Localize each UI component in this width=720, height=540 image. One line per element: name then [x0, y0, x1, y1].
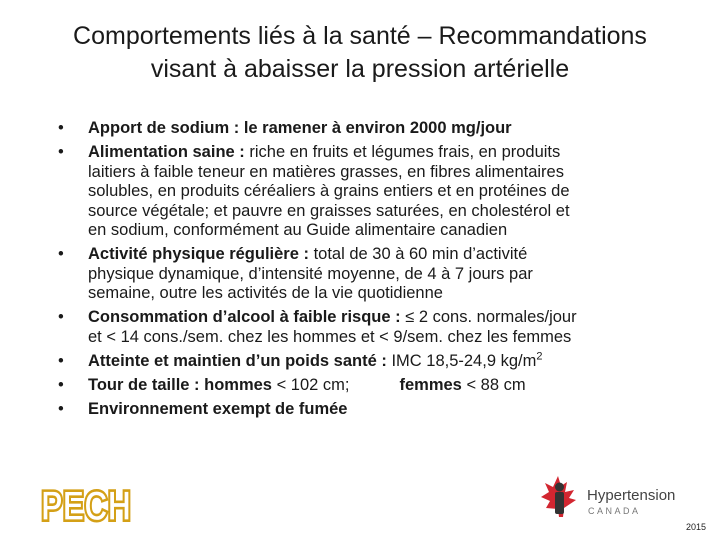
slide-title [30, 20, 690, 86]
hypertension-wordmark: Hypertension [587, 487, 676, 504]
canada-wordmark: CANADA [588, 506, 641, 516]
item-continuation: solubles, en produits céréaliers à grains entiers et en protéines de [88, 182, 570, 200]
list-item-smoke-free [58, 400, 698, 420]
pech-logo-text: PECH [41, 482, 131, 526]
item-bold-label: Tour de taille : hommes [88, 375, 272, 394]
maple-leaf-icon [541, 476, 576, 517]
item-continuation: et < 14 cons./sem. chez les hommes et < 9/sem. chez les femmes [88, 327, 572, 346]
item-bold-label: Apport de sodium : le ramener à environ 2000 mg/jour [88, 119, 512, 137]
item-text: IMC 18,5-24,9 kg/m [386, 351, 537, 370]
list-item-waist [58, 376, 698, 396]
item-bold-label: Activité physique régulière : [88, 245, 309, 263]
item-bold-label: Atteinte et maintien d’un poids santé : [88, 351, 387, 370]
item-continuation: laitiers à faible teneur en matières grasses, en fibres alimentaires [88, 162, 564, 181]
item-continuation: source végétale; et pauvre en graisses saturées, en cholestérol et [88, 201, 570, 220]
item-text: ≤ 2 cons. normales/jour [400, 308, 577, 326]
title-line-1: Comportements liés à la santé – Recommandations [73, 22, 647, 50]
item-bold-label: Consommation d’alcool à faible risque : [88, 308, 401, 326]
item-continuation: physique dynamique, d’intensité moyenne, de 4 à 7 jours par [88, 264, 533, 283]
item-bold-label-2: femmes [399, 375, 462, 394]
title-line-2: visant à abaisser la pression artérielle [150, 55, 570, 83]
item-text: < 102 cm; [271, 375, 350, 394]
item-bold-label: Environnement exempt de fumée [88, 399, 348, 418]
bullet-glyph: • [58, 375, 64, 394]
item-continuation: semaine, outre les activités de la vie quotidienne [88, 284, 443, 302]
item-text-2: < 88 cm [461, 375, 526, 394]
svg-text:PECH: PECH [41, 482, 131, 526]
bullet-glyph: • [58, 308, 64, 326]
pech-logo [40, 482, 132, 526]
bullet-glyph: • [58, 351, 64, 370]
item-text: total de 30 à 60 min d’activité [308, 245, 528, 263]
recommendation-list [58, 119, 698, 424]
superscript-2: 2 [536, 350, 543, 362]
list-item-alcohol [58, 308, 698, 347]
bullet-glyph: • [58, 245, 64, 263]
year-label: 2015 [685, 522, 706, 532]
list-item-diet [58, 143, 698, 241]
bullet-glyph: • [58, 143, 64, 161]
list-item-weight [58, 352, 698, 372]
bullet-glyph: • [58, 119, 64, 137]
list-item-activity [58, 245, 698, 304]
item-text: riche en fruits et légumes frais, en produits [244, 143, 561, 161]
item-continuation: en sodium, conformément au Guide alimentaire canadien [88, 221, 508, 239]
bullet-glyph: • [58, 399, 64, 418]
list-item-sodium [58, 119, 698, 139]
item-bold-label: Alimentation saine : [88, 143, 245, 161]
